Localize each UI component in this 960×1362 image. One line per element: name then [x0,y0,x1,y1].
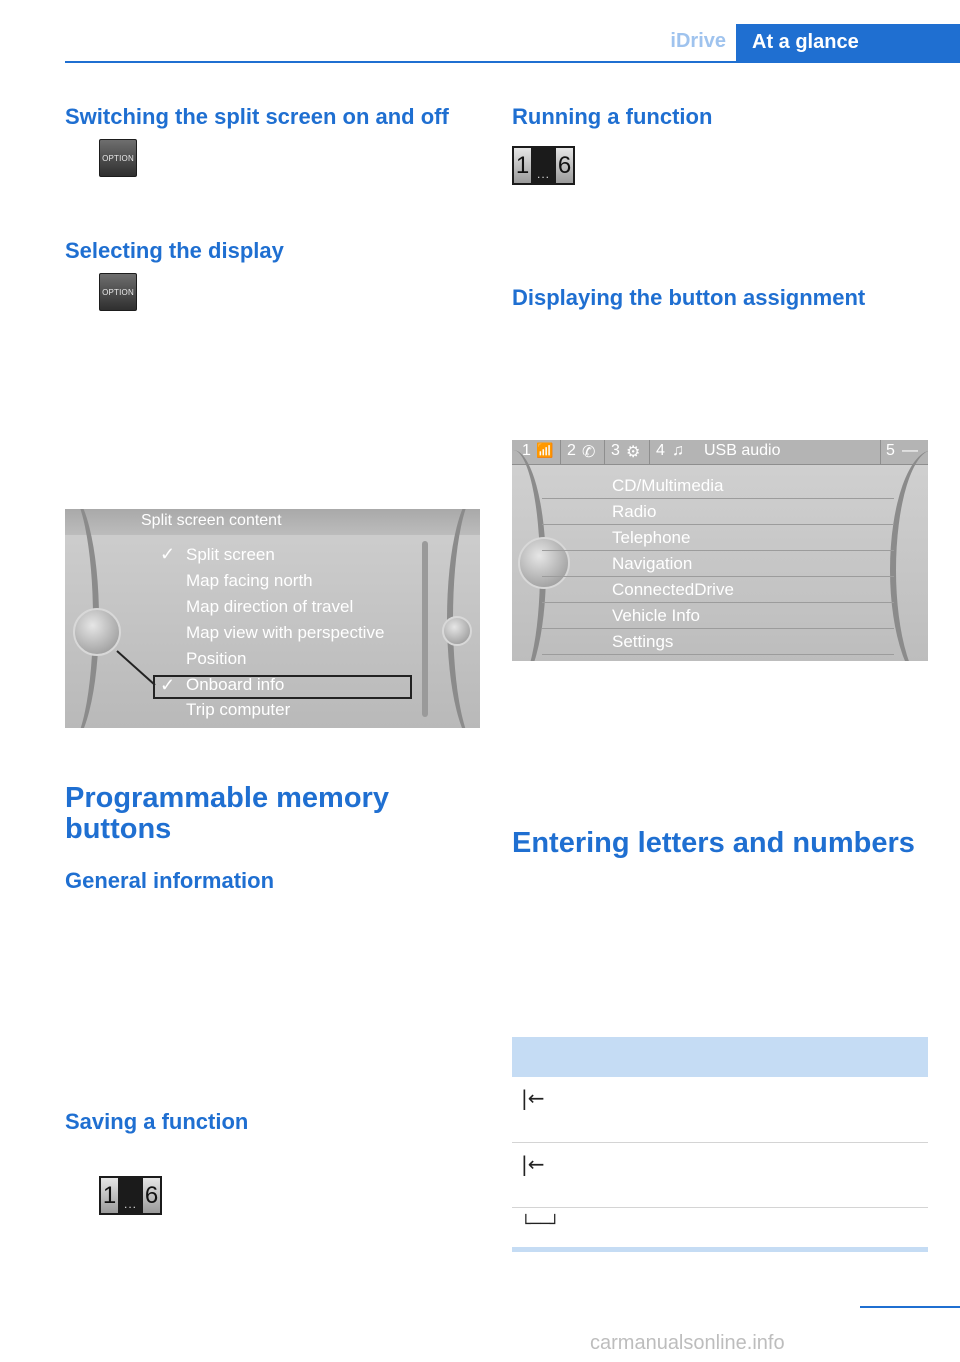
assign-item-settings: Settings [612,632,674,651]
slot-5-empty: — [902,442,918,459]
right-frame-arc-2 [890,450,928,661]
slot-separator-3 [649,440,650,464]
assign-item-navigation: Navigation [612,554,693,573]
delete-letter-icon: |← [521,1086,545,1110]
menu-item-position: Position [186,649,247,668]
row-divider-3 [542,550,894,551]
assign-item-vehicle-info: Vehicle Info [612,606,700,625]
heading-split-screen: Switching the split screen on and off [65,104,449,129]
slot-2: 2 [567,442,576,459]
row-divider-7 [542,654,894,655]
menu-item-trip-computer: Trip computer [186,700,291,719]
slot-1: 1 [522,442,531,459]
check-icon-onboard: ✓ [160,675,176,695]
memory-key-dots: ... [123,1197,137,1211]
heading-programmable-memory [65,783,389,845]
row-divider-2 [542,524,894,525]
gear-icon: ⚙ [626,444,641,461]
memory-button-icon [99,1176,162,1215]
row-divider-4 [542,576,894,577]
header-section-label: iDrive [670,30,726,52]
slot-separator-4 [880,440,881,464]
menu-item-split-screen: Split screen [186,545,275,564]
button-assignment-screenshot [512,440,928,661]
controller-knob-icon-2 [518,537,570,589]
assign-item-connecteddrive: ConnectedDrive [612,580,734,599]
memory-key-dots-b: ... [536,167,550,181]
row-divider [542,498,894,499]
slot-5: 5 [886,442,895,459]
music-note-icon: ♫ [672,442,684,459]
option-key-icon: OPTION [99,139,137,177]
assign-item-cd: CD/Multimedia [612,476,724,495]
heading-button-assignment: Displaying the button assignment [512,285,866,310]
symbol-table-header [512,1037,928,1077]
header-chapter-label: At a glance [752,31,859,53]
slot-4-label: USB audio [704,442,781,459]
table-row [512,1142,928,1208]
heading-general-information: General information [65,868,275,893]
assign-item-radio: Radio [612,502,657,521]
symbol-table-footer [512,1247,928,1252]
header-rule [65,61,960,63]
row-divider-6 [542,628,894,629]
memory-key-1b: 1 [514,148,531,183]
watermark: carmanualsonline.info [590,1332,785,1354]
menu-item-map-perspective: Map view with perspective [186,623,385,642]
memory-key-6: 6 [143,1178,160,1213]
table-row [512,1077,928,1143]
heading-programmable-line1: Programmable memory [65,782,389,814]
heading-entering-letters: Entering letters and numbers [512,827,915,859]
pointer-line [65,509,480,728]
footer-rule [860,1306,960,1308]
slot-separator-2 [604,440,605,464]
heading-programmable-line2: buttons [65,813,172,845]
menu-item-map-north: Map facing north [186,571,313,590]
memory-key-1: 1 [101,1178,118,1213]
heading-selecting-display: Selecting the display [65,238,284,263]
heading-running-function: Running a function [512,104,713,129]
memory-button-icon-2 [512,146,575,185]
assign-item-telephone: Telephone [612,528,691,547]
split-screen-content-screenshot [65,509,480,728]
delete-all-icon: |← [521,1152,545,1176]
option-key-icon-2: OPTION [99,273,137,311]
row-divider-5 [542,602,894,603]
slot-4: 4 [656,442,665,459]
check-icon: ✓ [160,544,176,564]
antenna-icon: 📶 [536,442,554,458]
heading-saving-function: Saving a function [65,1109,249,1134]
memory-key-6b: 6 [556,148,573,183]
menu-item-onboard-info: Onboard info [186,675,285,694]
slot-3: 3 [611,442,620,459]
menu-item-map-direction: Map direction of travel [186,597,354,616]
slot-separator [560,440,561,464]
phone-icon: ✆ [582,444,596,461]
space-icon: └──┘ [521,1214,560,1233]
menu-title: Split screen content [141,512,282,529]
